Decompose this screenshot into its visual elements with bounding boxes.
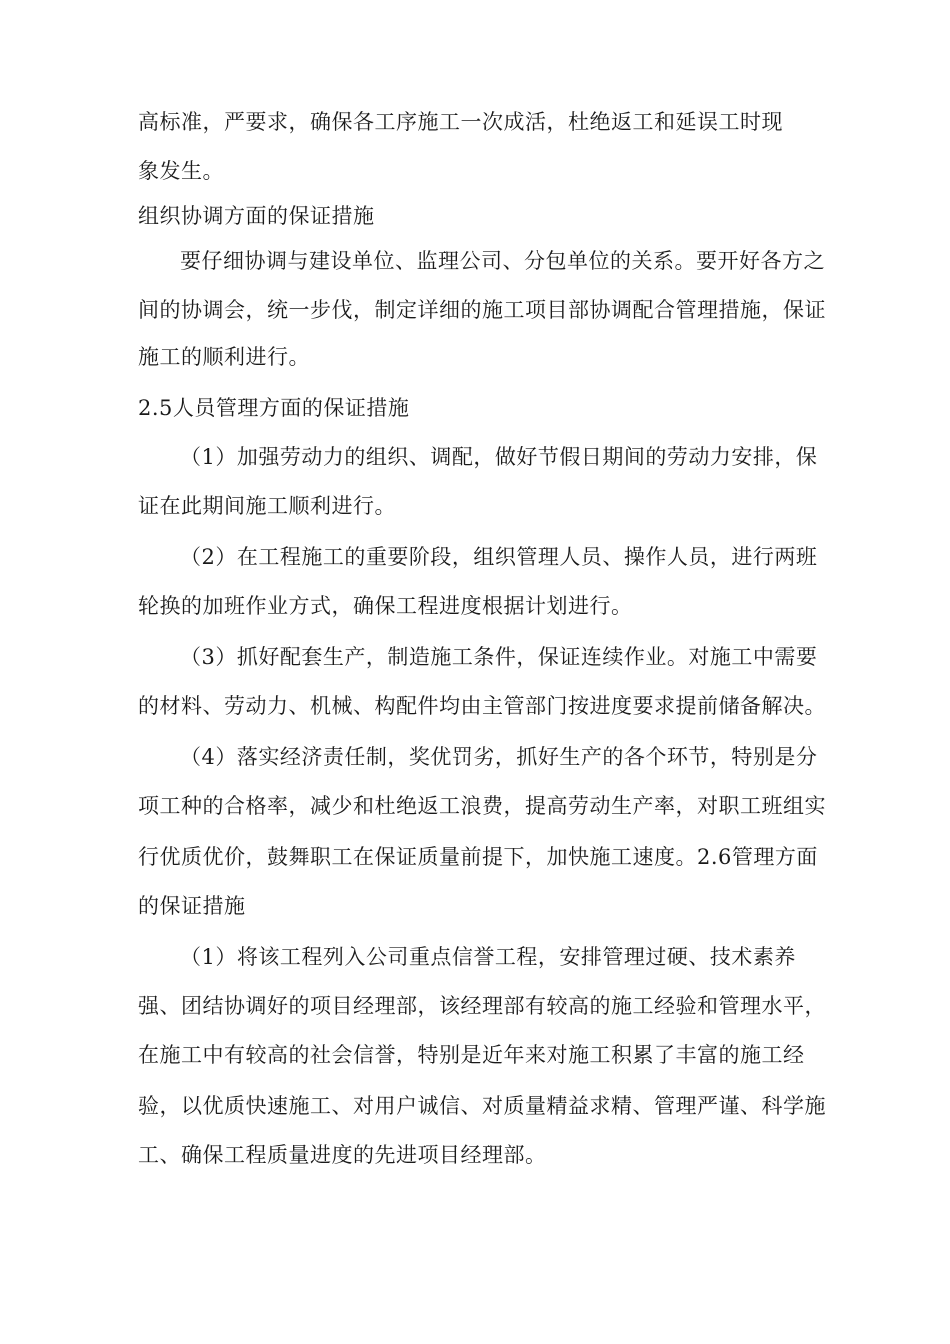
body-text-line: 项工种的合格率，减少和杜绝返工浪费，提高劳动生产率，对职工班组实 <box>138 794 826 818</box>
body-text-line: 象发生。 <box>138 159 224 183</box>
body-text-line: 要仔细协调与建设单位、监理公司、分包单位的关系。要开好各方之 <box>180 249 825 273</box>
body-text-line: 证在此期间施工顺利进行。 <box>138 494 396 518</box>
body-text-line: 验，以优质快速施工、对用户诚信、对质量精益求精、管理严谨、科学施 <box>138 1094 826 1118</box>
body-text-line: （4）落实经济责任制，奖优罚劣，抓好生产的各个环节，特别是分 <box>180 745 818 769</box>
body-text-line: （1）将该工程列入公司重点信誉工程，安排管理过硬、技术素养 <box>180 945 796 969</box>
body-text-line: 高标准，严要求，确保各工序施工一次成活，杜绝返工和延误工时现 <box>138 110 783 134</box>
body-text-line: 轮换的加班作业方式，确保工程进度根据计划进行。 <box>138 594 633 618</box>
body-text-line: 在施工中有较高的社会信誉，特别是近年来对施工积累了丰富的施工经 <box>138 1043 805 1067</box>
body-text-line: 间的协调会，统一步伐，制定详细的施工项目部协调配合管理措施，保证 <box>138 298 826 322</box>
body-text-line: 的材料、劳动力、机械、构配件均由主管部门按进度要求提前储备解决。 <box>138 694 826 718</box>
body-text-line: （2）在工程施工的重要阶段，组织管理人员、操作人员，进行两班 <box>180 545 818 569</box>
body-text-line: 工、确保工程质量进度的先进项目经理部。 <box>138 1143 547 1167</box>
body-text-line: （3）抓好配套生产，制造施工条件，保证连续作业。对施工中需要 <box>180 645 818 669</box>
section-heading: 组织协调方面的保证措施 <box>138 204 375 228</box>
body-text-line: 行优质优价，鼓舞职工在保证质量前提下，加快施工速度。2.6管理方面 <box>138 845 818 869</box>
body-text-line: 的保证措施 <box>138 894 246 918</box>
body-text-line: （1）加强劳动力的组织、调配，做好节假日期间的劳动力安排，保 <box>180 445 818 469</box>
body-text-line: 施工的顺利进行。 <box>138 345 310 369</box>
body-text-line: 强、团结协调好的项目经理部，该经理部有较高的施工经验和管理水平， <box>138 994 826 1018</box>
section-heading: 2.5人员管理方面的保证措施 <box>138 396 410 420</box>
